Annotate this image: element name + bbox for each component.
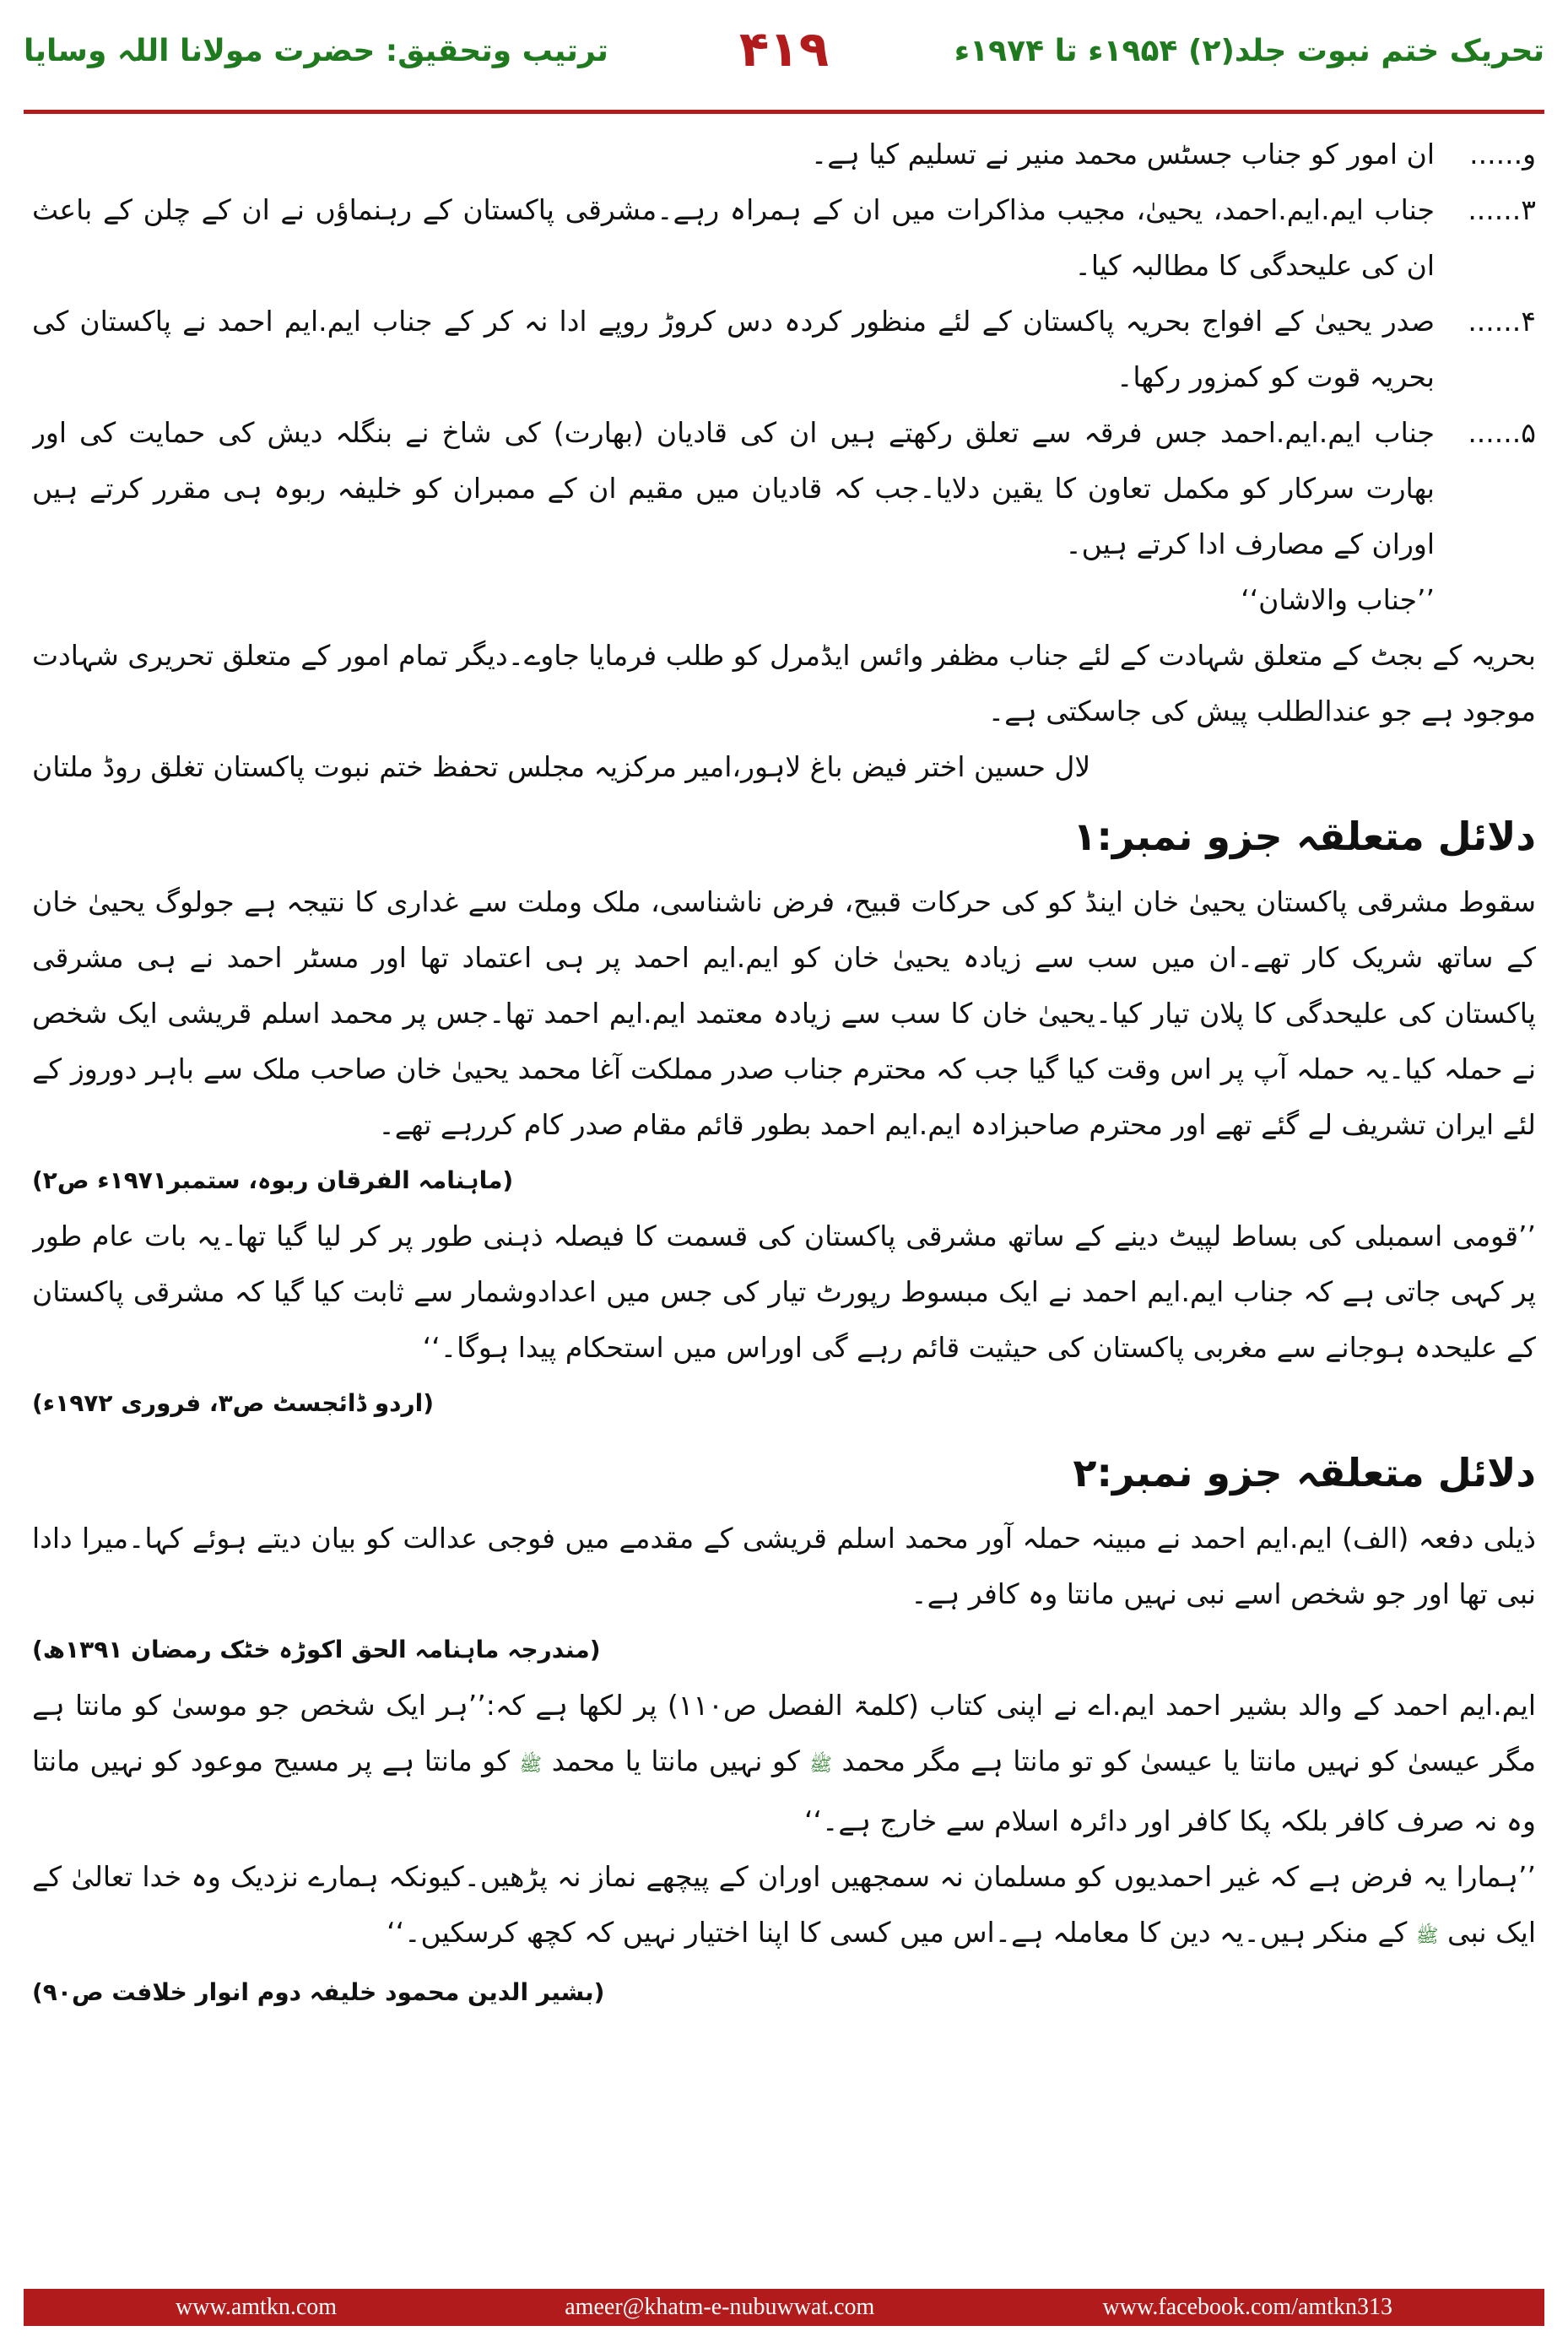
reference-citation: (ماہنامہ الفرقان ربوہ، ستمبر۱۹۷۱ء ص۲) (32, 1166, 514, 1194)
item-number: ۴...... (1468, 305, 1536, 338)
email-link[interactable]: ameer@khatm-e-nubuwwat.com (565, 2294, 875, 2320)
section-heading: دلائل متعلقہ جزو نمبر:۱ (1073, 814, 1536, 859)
website-link[interactable]: www.amtkn.com (176, 2294, 338, 2320)
text-run: کو نہیں مانتا یا محمد (551, 1744, 800, 1777)
item-text: جناب ایم.ایم.احمد، یحییٰ، مجیب مذاکرات میں ان کے ہمراہ رہے۔مشرقی پاکستان کے رہنماؤں نے ان کے چلن کے باعث ان کی علیحدگی کا مطالبہ کیا۔ (32, 193, 1435, 282)
quote-paragraph: ’’قومی اسمبلی کی بساط لپیٹ دینے کے ساتھ مشرقی پاکستان کی قسمت کا فیصلہ ذہنی طور پر کر لیا گیا تھا۔یہ بات عام طور پر کہی جاتی ہے کہ جناب ایم.ایم احمد نے ایک مبسوط رپورٹ تیار کی جس میں اعدادوشمار سے ثابت کیا گیا کہ مشرقی پاکستان کے علیحدہ ہوجانے سے مغربی پاکستان کی حیثیت قائم رہے گی اوراس میں استحکام پیدا ہوگا۔‘‘ (32, 1220, 1536, 1364)
body-paragraph: ذیلی دفعہ (الف) ایم.ایم احمد نے مبینہ حملہ آور محمد اسلم قریشی کے مقدمے میں فوجی عدالت کو بیان دیتے ہوئے کہا۔میرا دادا نبی تھا اور جو شخص اسے نبی نہیں مانتا وہ کافر ہے۔ (32, 1522, 1536, 1610)
item-number: و...... (1469, 138, 1536, 170)
item-text: صدر یحییٰ کے افواج بحریہ پاکستان کے لئے منظور کردہ دس کروڑ روپے ادا نہ کر کے جناب ایم.ایم احمد نے پاکستان کی بحریہ قوت کو کمزور رکھا۔ (32, 305, 1435, 393)
page-header (24, 19, 1544, 111)
facebook-link[interactable]: www.facebook.com/amtkn313 (1102, 2294, 1392, 2320)
body-paragraph (32, 1678, 1536, 1849)
item-text: جناب ایم.ایم.احمد جس فرقہ سے تعلق رکھتے ہیں ان کی قادیان (بھارت) کی شاخ نے بنگلہ دیش کی حمایت کی اور بھارت سرکار کو مکمل تعاون کا یقین دلایا۔جب کہ قادیان میں مقیم ان کے ممبران کو خلیفہ ربوہ ہی مقرر کرتے ہیں اوران کے مصارف ادا کرتے ہیں۔ (32, 416, 1435, 560)
body-paragraph: سقوط مشرقی پاکستان یحییٰ خان اینڈ کو کی حرکات قبیح، فرض ناشناسی، ملک وملت سے غداری کا نتیجہ ہے جولوگ یحییٰ خان کے ساتھ شریک کار تھے۔ان میں سب سے زیادہ یحییٰ خان کو ایم.ایم احمد پر ہی اعتماد تھا اور مسٹر احمد نے ہی مشرقی پاکستان کی علیحدگی کا پلان تیار کیا۔یحییٰ خان کا سب سے زیادہ معتمد ایم.ایم احمد تھا۔جس پر محمد اسلم قریشی ایک شخص نے حملہ کیا۔یہ حملہ آپ پر اس وقت کیا گیا جب کہ محترم جناب صدر مملکت آغا محمد یحییٰ خان صاحب ملک سے باہر دوروز کے لئے ایران تشریف لے گئے تھے اور محترم صاحبزادہ ایم.ایم احمد بطور قائم مقام صدر کام کررہے تھے۔ (32, 885, 1536, 1141)
salutation: ’’جناب والاشان‘‘ (1241, 583, 1435, 616)
item-text: ان امور کو جناب جسٹس محمد منیر نے تسلیم کیا ہے۔ (810, 138, 1435, 170)
quote-paragraph (32, 1849, 1536, 1965)
page-number: ۴۱۹ (738, 20, 830, 78)
reference-citation: (بشیر الدین محمود خلیفہ دوم انوار خلافت ص۹۰) (32, 1978, 605, 2006)
page-body (32, 127, 1536, 2253)
salutation-glyph: ﷺ (519, 1755, 543, 1776)
text-run: کو مانتا ہے پر مسیح موعود کو نہیں مانتا وہ نہ صرف کافر بلکہ پکا کافر اور دائرہ اسلام سے خارج ہے۔‘‘ (32, 1744, 1536, 1837)
compiler-credit: ترتیب وتحقیق: حضرت مولانا اللہ وسایا (24, 34, 608, 68)
item-number: ۵...... (1468, 416, 1536, 449)
list-item (32, 405, 1536, 572)
section-heading: دلائل متعلقہ جزو نمبر:۲ (1073, 1450, 1536, 1496)
text-run: ایم.ایم احمد کے والد بشیر احمد ایم.اے نے اپنی کتاب (کلمۃ الفصل ص۱۱۰) پر لکھا ہے کہ:’’ہر ایک شخص جو موسیٰ کو مانتا ہے مگر عیسیٰ کو نہیں مانتا یا عیسیٰ کو تو مانتا ہے مگر محمد (32, 1689, 1536, 1777)
list-item (32, 182, 1536, 294)
item-number: ۳...... (1468, 193, 1536, 226)
book-title: تحریک ختم نبوت جلد(۲) ۱۹۵۴ء تا ۱۹۷۴ء (954, 34, 1544, 68)
salutation-glyph: ﷺ (1415, 1926, 1439, 1947)
header-rule (24, 110, 1544, 114)
request-paragraph: بحریہ کے بجٹ کے متعلق شہادت کے لئے جناب مظفر وائس ایڈمرل کو طلب فرمایا جاوے۔دیگر تمام امور کے متعلق تحریری شہادت موجود ہے جو عندالطلب پیش کی جاسکتی ہے۔ (32, 639, 1536, 727)
reference-citation: (مندرجہ ماہنامہ الحق اکوڑہ خٹک رمضان ۱۳۹۱ھ) (32, 1636, 601, 1663)
list-item (32, 127, 1536, 182)
signature-line: لال حسین اختر فیض باغ لاہور،امیر مرکزیہ مجلس تحفظ ختم نبوت پاکستان تغلق روڈ ملتان (32, 750, 1091, 783)
text-run: ’’ہمارا یہ فرض ہے کہ غیر احمدیوں کو مسلمان نہ سمجھیں اوران کے پیچھے نماز نہ پڑھیں۔کیونکہ ہمارے نزدیک وہ خدا تعالیٰ کے ایک نبی (32, 1860, 1536, 1949)
footer-bar (24, 2289, 1544, 2326)
text-run: کے منکر ہیں۔یہ دین کا معاملہ ہے۔اس میں کسی کا اپنا اختیار نہیں کہ کچھ کرسکیں۔‘‘ (387, 1916, 1408, 1949)
list-item (32, 294, 1536, 405)
salutation-glyph: ﷺ (809, 1755, 832, 1776)
reference-citation: (اردو ڈائجسٹ ص۳، فروری ۱۹۷۲ء) (32, 1389, 434, 1417)
